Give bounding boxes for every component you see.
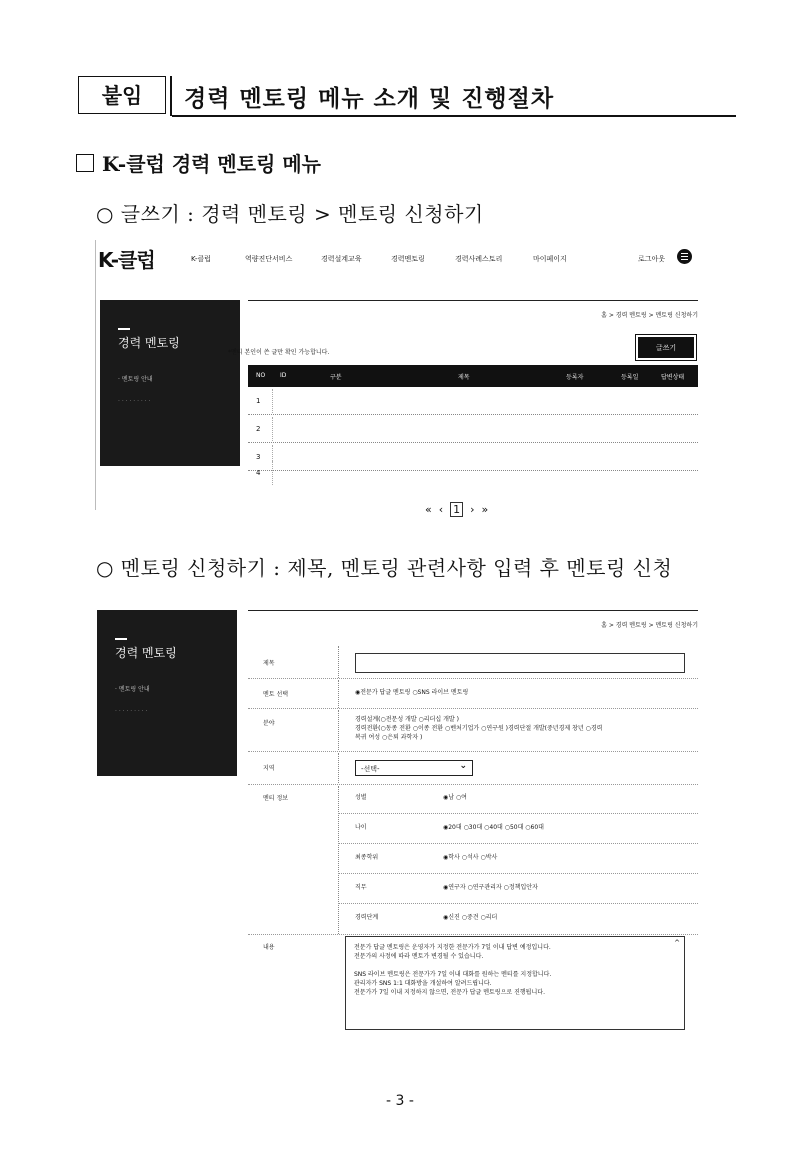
document-header bbox=[78, 70, 736, 118]
mentor-type-radios[interactable]: ◉전문가 답글 멘토링 ○SNS 라이브 멘토링 bbox=[355, 689, 469, 696]
nav-logout[interactable]: 로그아웃 bbox=[638, 255, 666, 263]
field-line-1[interactable]: 경력설계(○전문성 개발 ○리더십 개발 ) bbox=[355, 716, 459, 723]
page-last[interactable]: » bbox=[481, 503, 489, 516]
page-prev[interactable]: ‹ bbox=[438, 503, 444, 516]
page-first[interactable]: « bbox=[425, 503, 432, 516]
label-content: 내용 bbox=[263, 944, 275, 951]
field-rule bbox=[248, 934, 698, 935]
row-number: 2 bbox=[256, 425, 261, 433]
screenshot-board bbox=[95, 238, 710, 528]
page-current[interactable]: 1 bbox=[450, 502, 463, 517]
breadcrumb: 홈 > 경력 멘토링 > 멘토링 신청하기 bbox=[601, 312, 698, 319]
bullet-apply: ○ 멘토링 신청하기 : 제목, 멘토링 관련사항 입력 후 멘토링 신청 bbox=[96, 556, 673, 580]
nav-mentoring[interactable]: 경력멘토링 bbox=[391, 255, 425, 263]
col-author: 등록자 bbox=[566, 374, 584, 381]
nav-kclub[interactable]: K-클럽 bbox=[191, 255, 211, 263]
section-title-text: K-클럽 경력 멘토링 메뉴 bbox=[102, 152, 321, 176]
content-rule bbox=[248, 300, 698, 301]
site-logo[interactable]: K-클럽 bbox=[98, 248, 155, 272]
sidebar-item-apply[interactable]: · · · · · · · · · bbox=[115, 708, 148, 715]
sidebar-dash bbox=[115, 638, 127, 640]
write-button[interactable] bbox=[635, 334, 697, 361]
field-separator bbox=[338, 680, 339, 708]
label-title: 제목 bbox=[263, 660, 275, 667]
info-stage-label: 경력단계 bbox=[355, 914, 379, 921]
field-rule bbox=[338, 813, 698, 814]
content-textarea[interactable] bbox=[345, 936, 685, 1030]
write-button-label: 글쓰기 bbox=[638, 337, 694, 358]
section-title bbox=[76, 148, 321, 177]
field-rule bbox=[338, 873, 698, 874]
field-rule bbox=[248, 708, 698, 709]
page-number: - 3 - bbox=[386, 1093, 414, 1109]
field-separator bbox=[338, 646, 339, 678]
info-gender-label: 성별 bbox=[355, 794, 367, 801]
page-next[interactable]: › bbox=[470, 503, 475, 516]
scroll-up-icon[interactable]: ^ bbox=[674, 939, 680, 947]
content-rule bbox=[248, 610, 698, 611]
field-rule bbox=[248, 678, 698, 679]
breadcrumb: 홈 > 경력 멘토링 > 멘토링 신청하기 bbox=[601, 622, 698, 629]
row-number: 4 bbox=[256, 469, 261, 477]
field-separator bbox=[338, 753, 339, 783]
field-separator bbox=[338, 710, 339, 750]
chevron-down-icon: ⌄ bbox=[459, 761, 467, 771]
info-job-label: 직무 bbox=[355, 884, 367, 891]
label-region: 지역 bbox=[263, 765, 275, 772]
sidebar-title: 경력 멘토링 bbox=[115, 646, 177, 660]
info-age-label: 나이 bbox=[355, 824, 367, 831]
table-header bbox=[248, 365, 698, 387]
row-number: 1 bbox=[256, 397, 261, 405]
info-gender-radios[interactable]: ◉남 ○여 bbox=[443, 794, 467, 801]
region-select[interactable] bbox=[355, 760, 473, 776]
info-stage-radios[interactable]: ◉신진 ○중견 ○리더 bbox=[443, 914, 498, 921]
sidebar-title: 경력 멘토링 bbox=[118, 336, 180, 350]
label-mentor-type: 멘토 선택 bbox=[263, 691, 289, 698]
info-job-radios[interactable]: ◉연구자 ○연구관리자 ○정책입안자 bbox=[443, 884, 538, 891]
col-id: ID bbox=[280, 372, 287, 379]
title-input[interactable] bbox=[355, 653, 685, 673]
field-rule bbox=[248, 784, 698, 785]
field-line-2[interactable]: 경력전환(○동종 전환 ○이종 전환 ○벤처기업가 ○연구원 )경력단절 개발(중년경제 창년 ○경력 bbox=[355, 725, 603, 732]
nav-stories[interactable]: 경력사례스토리 bbox=[455, 255, 503, 263]
sidebar-item-apply[interactable]: · · · · · · · · · bbox=[118, 398, 151, 405]
bullet-write: ○ 글쓰기 : 경력 멘토링 > 멘토링 신청하기 bbox=[96, 202, 484, 226]
content-line: 전문가가 7일 이내 지정하지 않으면, 전문가 답글 멘토링으로 진행됩니다. bbox=[354, 989, 545, 996]
region-select-value: -선택- bbox=[361, 765, 380, 773]
col-date: 등록일 bbox=[621, 374, 639, 381]
sidebar-panel bbox=[97, 610, 237, 776]
col-title: 제목 bbox=[458, 374, 470, 381]
sidebar-panel bbox=[100, 300, 240, 466]
document-title: 경력 멘토링 메뉴 소개 및 진행절차 bbox=[184, 86, 555, 112]
field-line-3[interactable]: 복귀 여성 ○은퇴 과학자 ) bbox=[355, 734, 423, 741]
content-line: SNS 라이브 멘토링은 전문가가 7일 이내 대화를 원하는 멘티를 지정합니다. bbox=[354, 971, 552, 978]
checkbox-square-icon bbox=[76, 154, 94, 172]
header-rule bbox=[172, 115, 736, 117]
pagination bbox=[425, 502, 488, 517]
col-status: 답변상태 bbox=[661, 374, 685, 381]
nav-education[interactable]: 경력설계교육 bbox=[321, 255, 362, 263]
table-row[interactable] bbox=[248, 459, 698, 487]
col-no: NO bbox=[256, 372, 266, 379]
row-number: 3 bbox=[256, 453, 261, 461]
sidebar-dash bbox=[118, 328, 130, 330]
table-row[interactable] bbox=[248, 387, 698, 415]
col-type: 구분 bbox=[330, 374, 342, 381]
attachment-badge: 붙임 bbox=[78, 76, 166, 114]
label-mentee-info: 멘티 정보 bbox=[263, 795, 289, 802]
nav-diagnosis[interactable]: 역량진단서비스 bbox=[245, 255, 293, 263]
header-divider bbox=[170, 76, 172, 116]
label-field: 분야 bbox=[263, 720, 275, 727]
field-separator bbox=[338, 786, 339, 934]
content-line: 전문가의 사정에 따라 멘토가 변경될 수 있습니다. bbox=[354, 953, 484, 960]
sidebar-item-guide[interactable]: · 멘토링 안내 bbox=[115, 686, 150, 693]
screenshot-apply-form bbox=[95, 610, 710, 1030]
info-degree-label: 최종학위 bbox=[355, 854, 379, 861]
sidebar-item-guide[interactable]: · 멘토링 안내 bbox=[118, 376, 153, 383]
board-note: *멘티 본인이 쓴 글만 확인 가능합니다. bbox=[228, 349, 330, 356]
info-degree-radios[interactable]: ◉학사 ○석사 ○박사 bbox=[443, 854, 498, 861]
table-row[interactable] bbox=[248, 415, 698, 443]
content-line: 전문가 답글 멘토링은 운영자가 지정한 전문가가 7일 이내 답변 예정입니다. bbox=[354, 944, 551, 951]
field-rule bbox=[338, 843, 698, 844]
menu-icon[interactable] bbox=[677, 249, 692, 264]
nav-mypage[interactable]: 마이페이지 bbox=[533, 255, 567, 263]
frame-line bbox=[95, 240, 96, 510]
field-rule bbox=[338, 903, 698, 904]
field-rule bbox=[248, 751, 698, 752]
content-line: 관리자가 SNS 1:1 대화방을 개설하여 알려드립니다. bbox=[354, 980, 492, 987]
info-age-radios[interactable]: ◉20대 ○30대 ○40대 ○50대 ○60대 bbox=[443, 824, 544, 831]
